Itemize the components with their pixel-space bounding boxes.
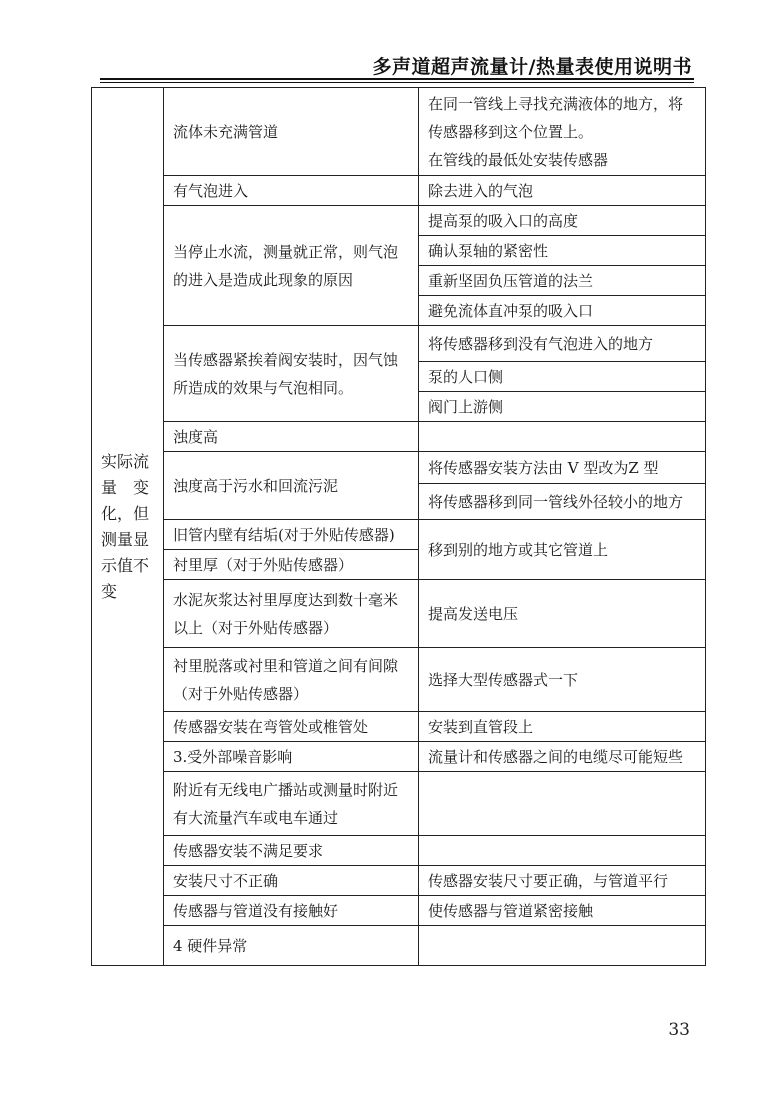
- symptom-line: 变: [101, 581, 118, 601]
- remedy-cell: 流量计和传感器之间的电缆尽可能短些: [419, 742, 706, 772]
- remedy-cell: [419, 422, 706, 452]
- remedy-cell: 提高发送电压: [419, 580, 706, 648]
- document-title: 多声道超声流量计/热量表使用说明书: [372, 56, 692, 78]
- cause-cell: 有气泡进入: [164, 176, 419, 206]
- remedy-cell: 传感器安装尺寸要正确，与管道平行: [419, 866, 706, 896]
- symptom-line: 示值不: [101, 555, 150, 575]
- cause-cell: 旧管内壁有结垢(对于外贴传感器): [164, 520, 419, 550]
- cause-cell: 衬里脱落或衬里和管道之间有间隙（对于外贴传感器）: [164, 648, 419, 712]
- remedy-cell: 安装到直管段上: [419, 712, 706, 742]
- cause-cell: 4 硬件异常: [164, 926, 419, 966]
- page-number: 33: [668, 1020, 690, 1040]
- remedy-text: 在同一管线上寻找充满液体的地方，将传感器移到这个位置上。: [428, 94, 684, 141]
- remedy-cell: 泵的人口侧: [419, 362, 706, 392]
- cause-cell: 传感器与管道没有接触好: [164, 896, 419, 926]
- remedy-cell: 将传感器移到同一管线外径较小的地方: [419, 484, 706, 520]
- symptom-label: [92, 88, 164, 966]
- cause-cell: 流体未充满管道: [164, 88, 419, 176]
- cause-cell: 传感器安装不满足要求: [164, 836, 419, 866]
- remedy-cell: [419, 836, 706, 866]
- remedy-cell: 将传感器移到没有气泡进入的地方: [419, 326, 706, 362]
- cause-cell: 传感器安装在弯管处或椎管处: [164, 712, 419, 742]
- cause-cell: 当传感器紧挨着阀安装时，因气蚀所造成的效果与气泡相同。: [164, 326, 419, 422]
- cause-cell: 附近有无线电广播站或测量时附近有大流量汽车或电车通过: [164, 772, 419, 836]
- symptom-line: 测量显: [101, 529, 150, 549]
- cause-cell: 浊度高: [164, 422, 419, 452]
- symptom-line: 实际流: [101, 451, 150, 471]
- remedy-cell: [419, 926, 706, 966]
- cause-cell: 3.受外部噪音影响: [164, 742, 419, 772]
- cause-cell: 安装尺寸不正确: [164, 866, 419, 896]
- header-rule-thin: [100, 82, 694, 83]
- symptom-line: 化，但: [101, 503, 150, 523]
- remedy-cell: 移到别的地方或其它管道上: [419, 520, 706, 580]
- cause-cell: 浊度高于污水和回流污泥: [164, 452, 419, 520]
- header-rule: [100, 78, 694, 80]
- remedy-cell: 选择大型传感器式一下: [419, 648, 706, 712]
- remedy-cell: 阀门上游侧: [419, 392, 706, 422]
- cause-cell: 当停止水流，测量就正常，则气泡的进入是造成此现象的原因: [164, 206, 419, 326]
- remedy-cell: [419, 88, 706, 176]
- remedy-cell: 确认泵轴的紧密性: [419, 236, 706, 266]
- remedy-cell: 将传感器安装方法由 V 型改为Z 型: [419, 452, 706, 484]
- cause-cell: 水泥灰浆达衬里厚度达到数十毫米以上（对于外贴传感器）: [164, 580, 419, 648]
- remedy-cell: 使传感器与管道紧密接触: [419, 896, 706, 926]
- remedy-cell: 避免流体直冲泵的吸入口: [419, 296, 706, 326]
- remedy-text: 在管线的最低处安装传感器: [428, 150, 609, 169]
- remedy-cell: 重新坚固负压管道的法兰: [419, 266, 706, 296]
- remedy-cell: 除去进入的气泡: [419, 176, 706, 206]
- remedy-cell: [419, 772, 706, 836]
- troubleshooting-table: [91, 87, 706, 966]
- remedy-cell: 提高泵的吸入口的高度: [419, 206, 706, 236]
- symptom-line: 量 变: [101, 477, 150, 497]
- cause-cell: 衬里厚（对于外贴传感器）: [164, 550, 419, 580]
